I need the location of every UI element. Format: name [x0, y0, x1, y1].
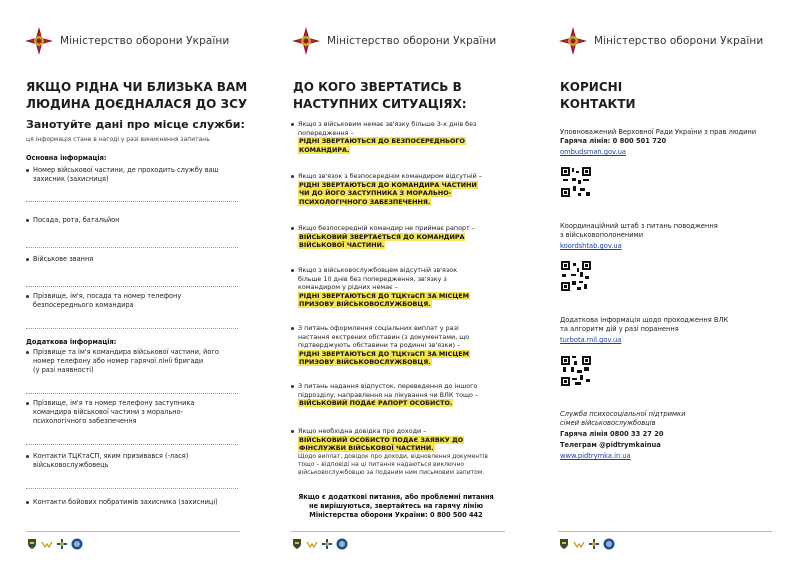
bullet-icon [291, 385, 294, 388]
situation-text: З питань надання відпусток, переведення до іншого підрозділу, направлення на лікування чи ВЛК тощо – [291, 382, 503, 399]
wings-logo-icon [573, 538, 585, 550]
bullet-icon [291, 269, 294, 272]
footer-divider [558, 531, 772, 532]
bullet-icon [291, 430, 294, 433]
highlighted-answer: РІДНІ ЗВЕРТАЮТЬСЯ ДО ТЦКтаСП ЗА МІСЦЕМ ПРИЗОВУ ВІЙСЬКОВОСЛУЖБОВЦЯ. [299, 291, 469, 309]
page-title [560, 79, 636, 113]
field-label: Прізвище, ім'я, посада та номер телефону безпосереднього командира [26, 292, 240, 310]
situation-text: З питань оформлення соціальних виплат у разі настання екстрених обставин (з документами, що підтверджують обставини та родинні зв'язки) – [291, 324, 503, 350]
contact-link[interactable]: koordshtab.gov.ua [560, 242, 622, 250]
title-line: ЯКЩО РІДНА ЧИ БЛИЗЬКА ВАМ [26, 80, 248, 94]
qr-code-icon[interactable] [560, 355, 592, 387]
round-seal-logo-icon [336, 538, 348, 550]
footer-divider [291, 531, 505, 532]
bullet-icon [291, 123, 294, 126]
hotline-closing: Якщо є додаткові питання, або проблемні питання не вирішуються, звертайтесь на гарячу лінію Міністерства оборони України: 0 800 500 442 [298, 493, 494, 519]
situation-item [291, 224, 503, 250]
bullet-icon [26, 501, 29, 504]
form-field [26, 348, 240, 394]
shield-logo-icon [558, 538, 570, 550]
contact-name: з військовополоненими [560, 231, 644, 239]
wings-logo-icon [41, 538, 53, 550]
form-field [26, 292, 240, 329]
situation-item [291, 266, 503, 309]
highlighted-answer: ВІЙСЬКОВИЙ ЗВЕРТАЄТЬСЯ ДО КОМАНДИРА ВІЙСЬКОВОЇ ЧАСТИНИ. [299, 232, 465, 250]
bullet-icon [291, 227, 294, 230]
field-label: Військове звання [26, 255, 240, 264]
cross-logo-icon [56, 538, 68, 550]
highlighted-answer: РІДНІ ЗВЕРТАЮТЬСЯ ДО ТЦКтаСП ЗА МІСЦЕМ ПРИЗОВУ ВІЙСЬКОВОСЛУЖБОВЦЯ. [299, 349, 469, 367]
write-in-line[interactable] [26, 286, 238, 287]
ministry-name: Міністерство оборони України [327, 35, 497, 47]
situation-text: Якщо необхідна довідка про доходи – [291, 427, 503, 436]
bullet-icon [291, 327, 294, 330]
highlighted-answer: РІДНІ ЗВЕРТАЮТЬСЯ ДО БЕЗПОСЕРЕДНЬОГО КОМАНДИРА. [299, 137, 465, 154]
bullet-icon [26, 219, 29, 222]
contact-psychosocial-support [560, 410, 774, 461]
write-in-line[interactable] [26, 247, 238, 248]
situation-item [291, 382, 503, 408]
contact-vlk-info [560, 316, 774, 345]
contact-coordination-hq [560, 222, 774, 251]
contact-link[interactable]: turbota.mil.gov.ua [560, 336, 622, 344]
bullet-icon [26, 402, 29, 405]
contact-name: Служба психосоціальної підтримки [560, 410, 686, 418]
round-seal-logo-icon [603, 538, 615, 550]
highlighted-answer: РІДНІ ЗВЕРТАЮТЬСЯ ДО КОМАНДИРА ЧАСТИНИ ЧИ ДО ЙОГО ЗАСТУПНИКА З МОРАЛЬНО- ПСИХОЛОГІЧНОГО ЗАБЕЗПЕЧЕННЯ. [299, 180, 477, 206]
bullet-icon [291, 175, 294, 178]
title-line: ДО КОГО ЗВЕРТАТИСЬ В [293, 80, 462, 94]
round-seal-logo-icon [71, 538, 83, 550]
ministry-emblem-icon [291, 26, 321, 56]
situation-text: Якщо з військовим немає зв'язку більше 3-х днів без попередження – [291, 120, 503, 137]
title-line: НАСТУПНИХ СИТУАЦІЯХ: [293, 97, 467, 111]
write-in-line[interactable] [26, 444, 238, 445]
write-in-line[interactable] [26, 201, 238, 202]
form-field [26, 255, 240, 287]
footer-divider [26, 531, 240, 532]
field-label: Контакти ТЦКтаСП, яким призивався (-лася) військовослужбовець [26, 452, 240, 470]
form-field [26, 498, 240, 507]
ministry-emblem-icon [558, 26, 588, 56]
field-label: Прізвище, ім'я та номер телефону заступника командира військової частини з морально- психологічного забезпечення [26, 399, 240, 426]
contact-telegram: Телеграм @pidtrymkainua [560, 441, 661, 449]
bullet-icon [26, 169, 29, 172]
write-in-line[interactable] [26, 328, 238, 329]
situation-text: Якщо зв'язок з безпосереднім командиром відсутній – [291, 172, 503, 181]
header [291, 26, 496, 56]
title-line: КОНТАКТИ [560, 97, 636, 111]
title-line: ЛЮДИНА ДОЄДНАЛАСЯ ДО ЗСУ [26, 97, 248, 111]
cross-logo-icon [321, 538, 333, 550]
extra-info-heading: Додаткова інформація: [26, 338, 117, 346]
field-label: Контакти бойових побратимів захисника (захисниці) [26, 498, 240, 507]
column-service-data [0, 0, 266, 566]
clarification-note: Щодо виплат, довідок про доходи, відновлення документів тощо – відповіді на ці питання надаються виключно військовослужбовцю за поданим ним письмовим запитом. [298, 452, 488, 476]
note: ця інформація стане в нагоді у разі виникнення запитань [26, 136, 210, 143]
form-field [26, 399, 240, 445]
qr-code-icon[interactable] [560, 260, 592, 292]
partner-logos [26, 538, 83, 550]
header [558, 26, 763, 56]
form-field [26, 166, 240, 202]
contact-name: сімей військовослужбовців [560, 419, 656, 427]
basic-info-heading: Основна інформація: [26, 154, 107, 162]
form-field [26, 452, 240, 489]
ministry-name: Міністерство оборони України [60, 35, 230, 47]
contact-name: Координаційний штаб з питань поводження [560, 222, 718, 230]
contact-hotline: Гаряча лінія 0800 33 27 20 [560, 430, 664, 438]
situation-item [291, 324, 503, 367]
contact-name: Додаткова інформація щодо проходження ВЛК [560, 316, 729, 324]
write-in-line[interactable] [26, 488, 238, 489]
contact-link[interactable]: www.pidtrymka.in.ua [560, 452, 631, 460]
situation-text: Якщо з військовослужбовцем відсутній зв'язок більше 10 днів без попередження, зв'язку з командиром у рідних немає – [291, 266, 503, 292]
partner-logos [291, 538, 348, 550]
situation-item [291, 427, 503, 477]
field-label: Номер військової частини, де проходить службу ваш захисник (захисниця) [26, 166, 240, 184]
page-title [293, 79, 467, 113]
situation-item [291, 120, 503, 154]
highlighted-answer: ВІЙСЬКОВИЙ ПОДАЄ РАПОРТ ОСОБИСТО. [299, 399, 453, 408]
title-line: КОРИСНІ [560, 80, 623, 94]
field-label: Прізвище та ім'я командира військової частини, його номер телефону або номер гарячої лінії бригади (у разі наявності) [26, 348, 240, 375]
highlighted-answer: ВІЙСЬКОВИЙ ОСОБИСТО ПОДАЄ ЗАЯВКУ ДО ФІНСЛУЖБИ ВІЙСЬКОВОЇ ЧАСТИНИ. [299, 435, 464, 453]
contact-name: Уповноважений Верховної Ради України з прав людини [560, 128, 757, 136]
bullet-icon [26, 455, 29, 458]
ministry-name: Міністерство оборони України [594, 35, 764, 47]
form-field [26, 216, 240, 248]
shield-logo-icon [291, 538, 303, 550]
ministry-emblem-icon [24, 26, 54, 56]
write-in-line[interactable] [26, 393, 238, 394]
subtitle: Занотуйте дані про місце служби: [26, 118, 245, 131]
shield-logo-icon [26, 538, 38, 550]
page-title [26, 79, 247, 113]
contact-name: та алгоритм дій у разі поранення [560, 325, 679, 333]
cross-logo-icon [588, 538, 600, 550]
contact-hotline: Гаряча лінія: 0 800 501 720 [560, 137, 667, 145]
bullet-icon [26, 295, 29, 298]
header [24, 26, 229, 56]
qr-code-icon[interactable] [560, 166, 592, 198]
contact-link[interactable]: ombudsman.gov.ua [560, 148, 627, 156]
partner-logos [558, 538, 615, 550]
bullet-icon [26, 258, 29, 261]
contact-ombudsman [560, 128, 774, 157]
field-label: Посада, рота, батальйон [26, 216, 240, 225]
situation-item [291, 172, 503, 206]
wings-logo-icon [306, 538, 318, 550]
bullet-icon [26, 351, 29, 354]
situation-text: Якщо безпосередній командир не приймає рапорт – [291, 224, 503, 233]
